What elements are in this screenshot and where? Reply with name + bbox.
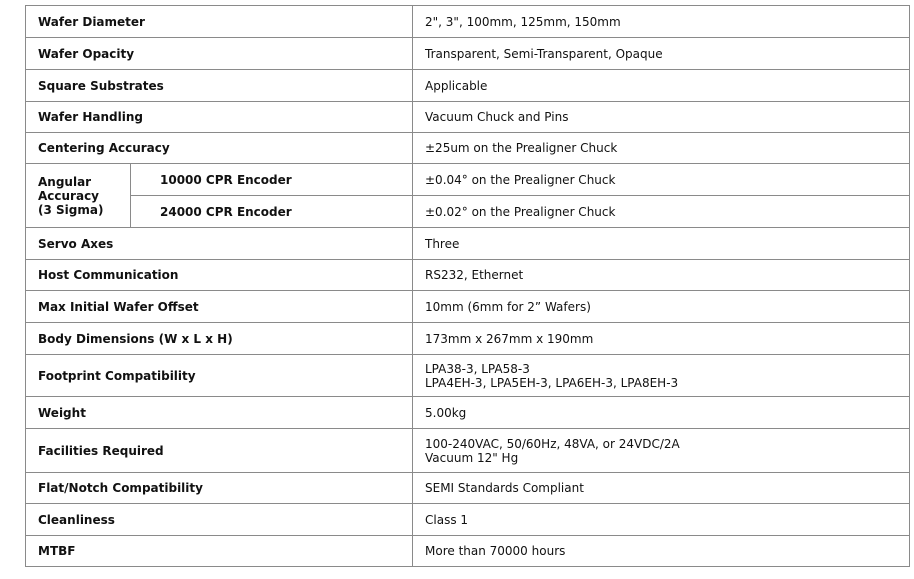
spec-value-line: LPA4EH-3, LPA5EH-3, LPA6EH-3, LPA8EH-3 bbox=[425, 375, 679, 390]
table-row bbox=[26, 102, 910, 133]
spec-value bbox=[413, 429, 910, 473]
spec-label: Square Substrates bbox=[26, 70, 413, 102]
spec-value-line: 100-240VAC, 50/60Hz, 48VA, or 24VDC/2A bbox=[425, 436, 680, 451]
spec-value: Class 1 bbox=[413, 504, 910, 536]
angular-label-line: Accuracy bbox=[38, 188, 100, 203]
table-row bbox=[26, 291, 910, 323]
table-row bbox=[26, 323, 910, 355]
angular-accuracy-label bbox=[26, 164, 131, 228]
spec-value: More than 70000 hours bbox=[413, 536, 910, 567]
spec-label: Facilities Required bbox=[26, 429, 413, 473]
spec-label: Wafer Diameter bbox=[26, 6, 413, 38]
spec-label: Body Dimensions (W x L x H) bbox=[26, 323, 413, 355]
table-row bbox=[26, 38, 910, 70]
spec-value: ±0.02° on the Prealigner Chuck bbox=[413, 196, 910, 228]
encoder-label: 24000 CPR Encoder bbox=[131, 196, 413, 228]
table-row bbox=[26, 429, 910, 473]
spec-label: Cleanliness bbox=[26, 504, 413, 536]
encoder-label: 10000 CPR Encoder bbox=[131, 164, 413, 196]
spec-value: Transparent, Semi-Transparent, Opaque bbox=[413, 38, 910, 70]
table-row bbox=[26, 70, 910, 102]
spec-value-line: Vacuum 12" Hg bbox=[425, 450, 519, 465]
table-row bbox=[26, 133, 910, 164]
spec-value: 5.00kg bbox=[413, 397, 910, 429]
spec-value-line: LPA38-3, LPA58-3 bbox=[425, 361, 530, 376]
spec-label: Weight bbox=[26, 397, 413, 429]
specifications-table bbox=[25, 5, 910, 567]
table-row bbox=[26, 196, 910, 228]
spec-value: 2", 3", 100mm, 125mm, 150mm bbox=[413, 6, 910, 38]
spec-value: RS232, Ethernet bbox=[413, 260, 910, 291]
spec-value: Three bbox=[413, 228, 910, 260]
spec-label: Host Communication bbox=[26, 260, 413, 291]
spec-label: Wafer Handling bbox=[26, 102, 413, 133]
table-row bbox=[26, 397, 910, 429]
spec-value: 173mm x 267mm x 190mm bbox=[413, 323, 910, 355]
spec-label: Max Initial Wafer Offset bbox=[26, 291, 413, 323]
table-row bbox=[26, 536, 910, 567]
table-row bbox=[26, 6, 910, 38]
table-row bbox=[26, 260, 910, 291]
spec-value: ±0.04° on the Prealigner Chuck bbox=[413, 164, 910, 196]
spec-value: Applicable bbox=[413, 70, 910, 102]
spec-label: Footprint Compatibility bbox=[26, 355, 413, 397]
spec-label: Centering Accuracy bbox=[26, 133, 413, 164]
spec-label: MTBF bbox=[26, 536, 413, 567]
spec-value: Vacuum Chuck and Pins bbox=[413, 102, 910, 133]
table-row bbox=[26, 164, 910, 196]
spec-label: Servo Axes bbox=[26, 228, 413, 260]
spec-value: 10mm (6mm for 2” Wafers) bbox=[413, 291, 910, 323]
angular-label-line: Angular bbox=[38, 174, 92, 189]
angular-label-line: (3 Sigma) bbox=[38, 202, 104, 217]
table-row bbox=[26, 355, 910, 397]
spec-value: SEMI Standards Compliant bbox=[413, 473, 910, 504]
spec-label: Wafer Opacity bbox=[26, 38, 413, 70]
spec-value bbox=[413, 355, 910, 397]
table-row bbox=[26, 473, 910, 504]
spec-value: ±25um on the Prealigner Chuck bbox=[413, 133, 910, 164]
table-row bbox=[26, 504, 910, 536]
spec-label: Flat/Notch Compatibility bbox=[26, 473, 413, 504]
table-row bbox=[26, 228, 910, 260]
